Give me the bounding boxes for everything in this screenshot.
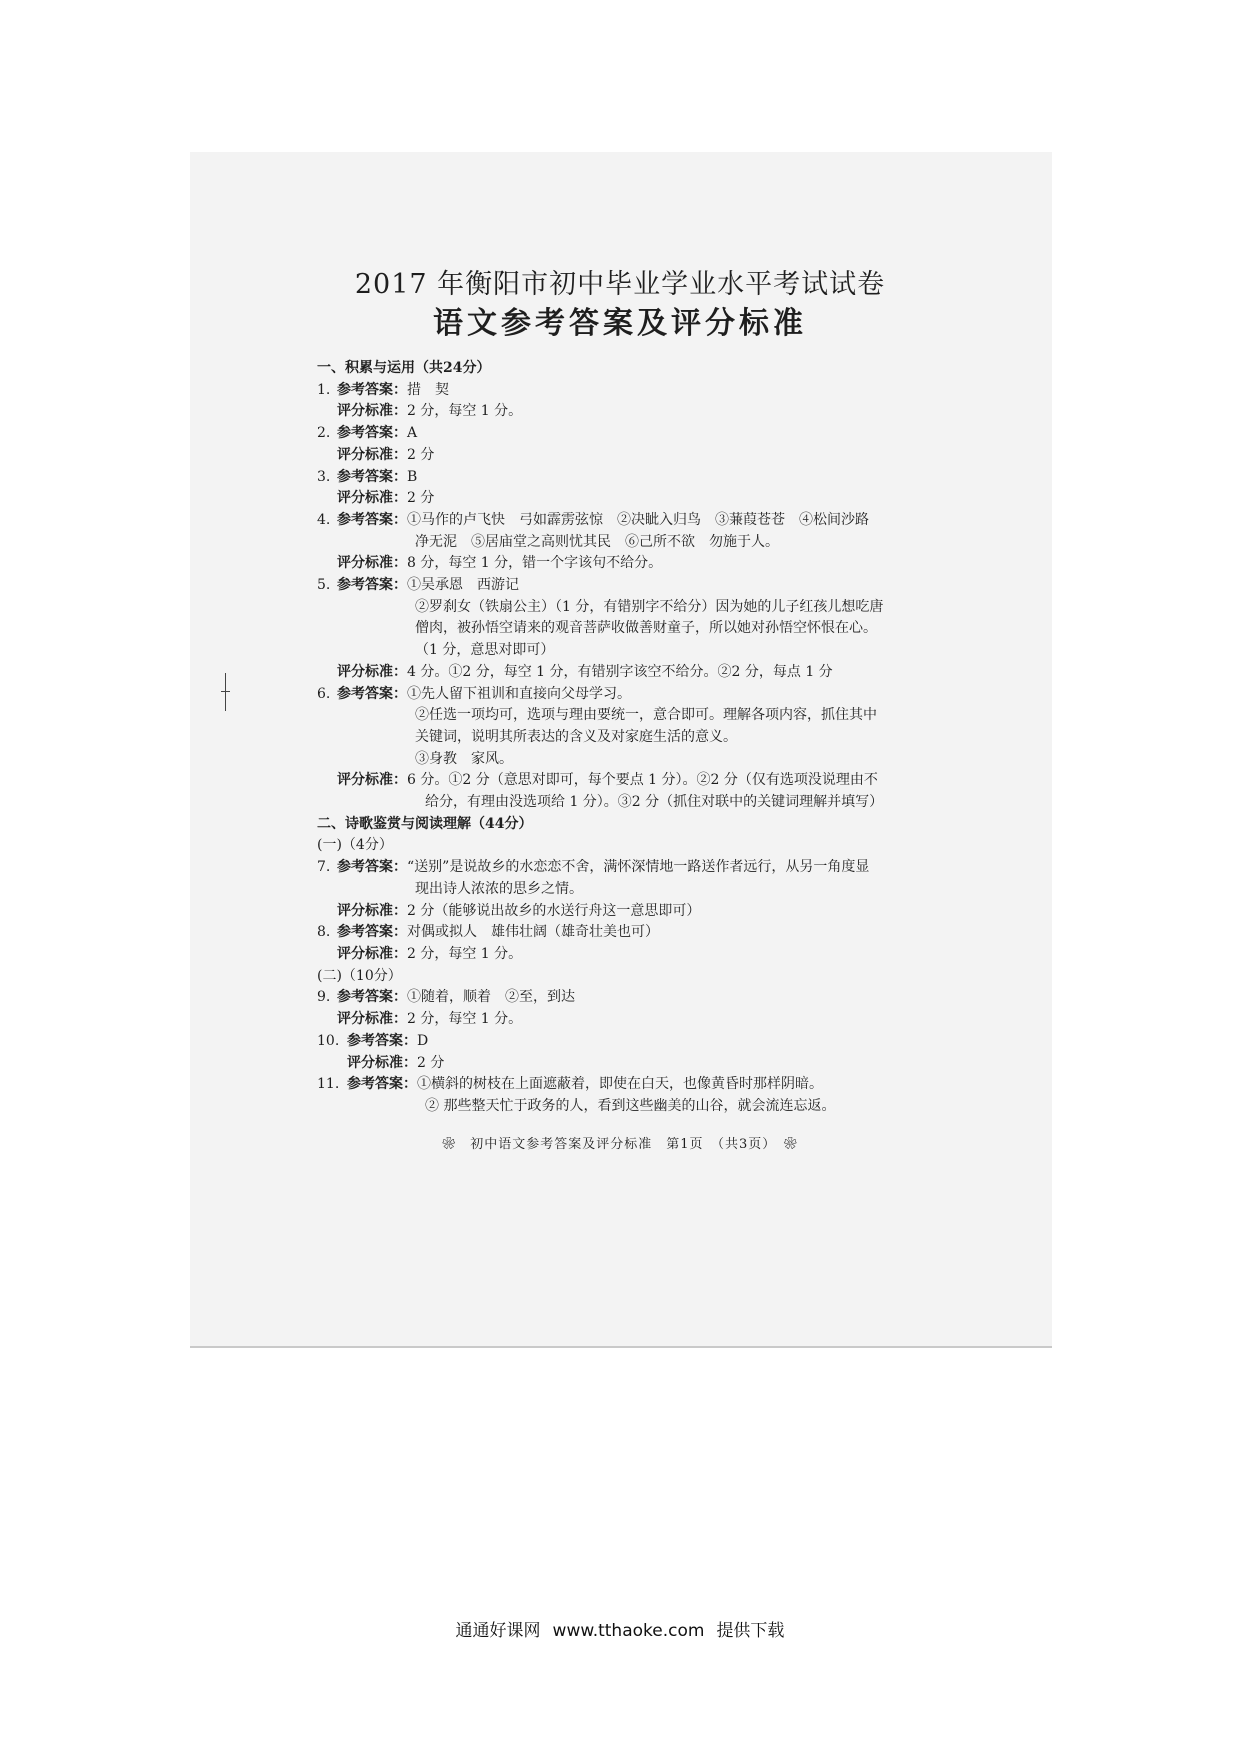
crop-mark <box>225 673 226 711</box>
question-3-standard: 评分标准： 2 分 <box>337 490 435 507</box>
question-2-answer: 2. 参考答案： A <box>317 425 418 442</box>
question-9-standard: 评分标准： 2 分，每空 1 分。 <box>337 1011 523 1028</box>
question-1-standard: 评分标准： 2 分，每空 1 分。 <box>337 403 523 420</box>
question-10-answer: 10. 参考答案： D <box>317 1032 429 1049</box>
question-1-answer: 1. 参考答案： 措 契 <box>317 381 449 398</box>
question-7-standard: 评分标准： 2 分（能够说出故乡的水送行舟这一意思即可） <box>337 902 701 919</box>
question-3-answer: 3. 参考答案： B <box>317 468 418 485</box>
question-6-answer-line-3: 关键词，说明其所表达的含义及对家庭生活的意义。 <box>415 728 737 745</box>
part-heading-2: (二)（10分） <box>317 967 402 984</box>
question-11-answer: 11. 参考答案： ①横斜的树枝在上面遮蔽着，即使在白天，也像黄昏时那样阴暗。 <box>317 1076 823 1093</box>
question-5-answer-line-3: 僧肉，被孙悟空请来的观音菩萨收做善财童子，所以她对孙悟空怀恨在心。 <box>415 620 877 637</box>
question-4-answer-continued: 净无泥 ⑤居庙堂之高则忧其民 ⑥己所不欲 勿施于人。 <box>415 533 779 550</box>
page-footer: ❀ 初中语文参考答案及评分标准 第1页 （共3页） ❀ <box>442 1137 798 1152</box>
question-10-standard: 评分标准： 2 分 <box>347 1054 445 1071</box>
question-6-standard-continued: 给分，有理由没选项给 1 分）。③2 分（抓住对联中的关键词理解并填写） <box>425 794 884 811</box>
question-5-answer-line-2: ②罗刹女（铁扇公主）（1 分，有错别字不给分）因为她的儿子红孩儿想吃唐 <box>415 598 884 615</box>
source-name: 通通好课网 <box>455 1621 541 1641</box>
question-2-standard: 评分标准： 2 分 <box>337 446 435 463</box>
question-5-answer: 5. 参考答案： ①吴承恩 西游记 <box>317 577 519 594</box>
question-11-answer-continued: ② 那些整天忙于政务的人，看到这些幽美的山谷，就会流连忘返。 <box>425 1097 836 1114</box>
document-subtitle: 语文参考答案及评分标准 <box>433 306 807 341</box>
question-4-answer: 4. 参考答案： ①马作的卢飞快 弓如霹雳弦惊 ②决眦入归鸟 ③蒹葭苍苍 ④松间沙路 <box>317 511 869 528</box>
section-heading-1: 一、积累与运用（共24分） <box>317 360 491 376</box>
question-8-standard: 评分标准： 2 分，每空 1 分。 <box>337 945 523 962</box>
answer-key-content <box>317 358 929 1118</box>
source-suffix: 提供下载 <box>716 1621 785 1641</box>
document-title: 2017 年衡阳市初中毕业学业水平考试试卷 <box>354 269 886 300</box>
question-5-standard: 评分标准： 4 分。①2 分，每空 1 分，有错别字该空不给分。②2 分，每点 1 分 <box>337 663 833 680</box>
question-7-answer: 7. 参考答案： “送别”是说故乡的水恋恋不舍，满怀深情地一路送作者远行，从另一角度显 <box>317 859 870 876</box>
question-7-answer-continued: 现出诗人浓浓的思乡之情。 <box>415 880 583 897</box>
section-heading-2: 二、诗歌鉴赏与阅读理解（44分） <box>317 815 533 832</box>
question-6-answer: 6. 参考答案： ①先人留下祖训和直接向父母学习。 <box>317 685 631 702</box>
question-6-standard: 评分标准： 6 分。①2 分（意思对即可，每个要点 1 分）。②2 分（仅有选项没说理由不 <box>337 772 878 789</box>
question-5-answer-line-4: （1 分，意思对即可） <box>415 642 555 659</box>
question-9-answer: 9. 参考答案： ①随着，顺着 ②至，到达 <box>317 989 575 1006</box>
source-url: www.tthaoke.com <box>552 1621 705 1641</box>
question-6-answer-line-2: ②任选一项均可，选项与理由要统一，意合即可。理解各项内容，抓住其中 <box>415 707 877 724</box>
source-credit <box>0 1616 1240 1641</box>
question-4-standard: 评分标准： 8 分，每空 1 分，错一个字该句不给分。 <box>337 555 663 572</box>
question-6-answer-line-4: ③身教 家风。 <box>415 750 513 767</box>
question-8-answer: 8. 参考答案： 对偶或拟人 雄伟壮阔（雄奇壮美也可） <box>317 924 659 941</box>
part-heading-1: (一)（4分） <box>317 837 393 854</box>
